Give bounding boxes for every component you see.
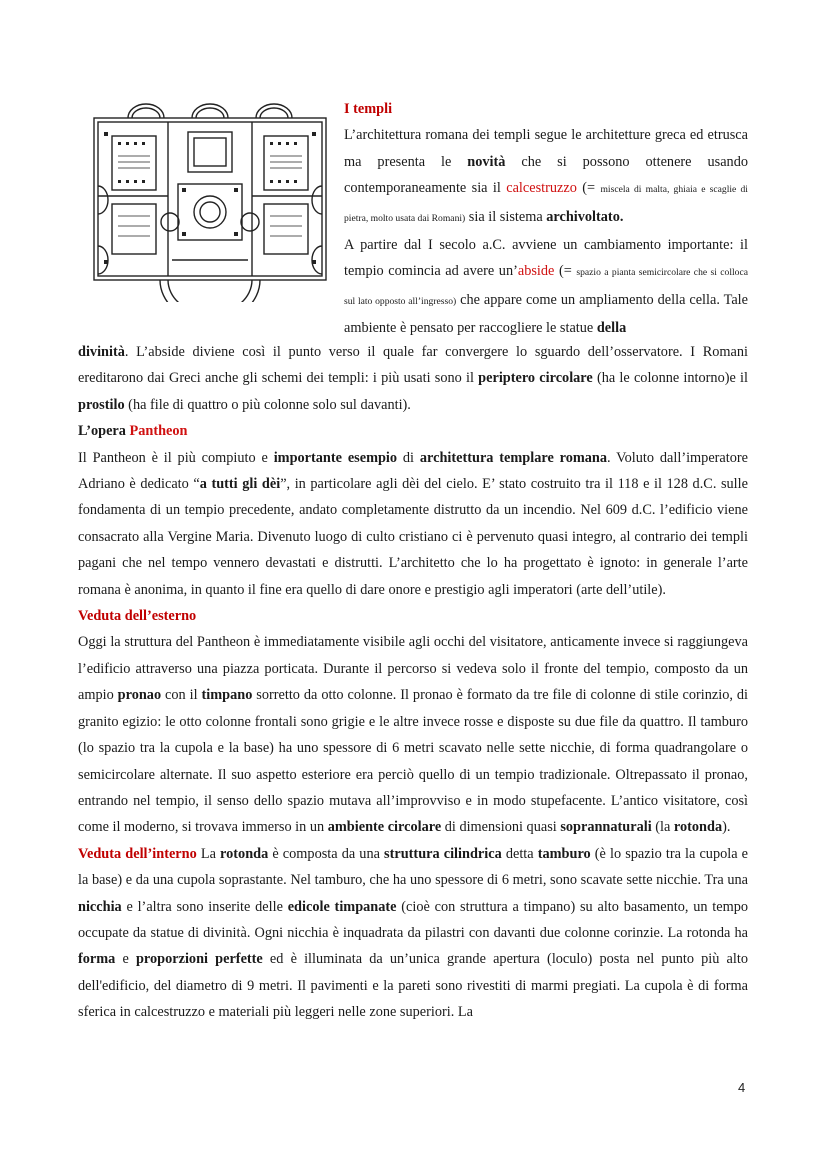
note-run: spazio a pianta semicircolare che si colloca sul lato opposto all’ingresso) [344,267,748,307]
section-title-interno: Veduta dell’interno [78,845,197,862]
text-run: detta [501,845,538,862]
text-run: (cioè con struttura a timpano) su alto basamento, un tempo occupate da statue di divinità. Ogni nicchia è inquadrata da pilastri con davanti due colonne corinzie. La rotonda ha [78,898,748,941]
bold-run: timpano [201,687,253,704]
text-run: A partire dal I secolo a.C. avviene un cambiamento importante: il tempio comincia ad avere un’ [344,237,748,280]
temple-plan-drawing [88,96,332,302]
note-run: miscela di malta, ghiaia e scaglie di pietra, molto usata dai Romani) [344,184,748,224]
text-run: ed è illuminata da un’unica grande apertura (loculo) posta nel punto più alto dell'edificio, del diametro di 9 metri. Il pavimenti e la pareti sono rivestiti di marmi pregiati. La cupola è di forma sferica in calcestruzzo e materiali più leggeri nelle zone superiori. La [78,951,748,1021]
text-run: . L’abside diviene così il punto verso il quale far convergere lo sguardo dell’osservatore. I Romani ereditarono dai Greci anche gli schemi dei templi: i più usati sono il [78,344,748,387]
bold-run: nicchia [78,898,122,915]
text-run: che si possono ottenere usando contemporaneamente sia il [344,153,748,197]
bold-run: struttura cilindrica [384,845,502,862]
text-run: L’opera [78,423,130,440]
bold-run: pronao [117,687,162,704]
text-run: è composta da una [268,845,385,862]
main-text [78,339,748,1026]
term-calcestruzzo: calcestruzzo [506,180,577,197]
text-run: (ha file di quattro o più colonne solo sul davanti). [124,396,411,413]
text-run: con il [161,687,202,704]
bold-run: soprannaturali [560,819,652,836]
bold-run: periptero circolare [478,370,593,387]
text-run: Il Pantheon è il più compiuto e [78,449,274,466]
bold-run: prostilo [78,396,125,413]
text-run: ”, in particolare agli dèi del cielo. E’ stato costruito tra il 118 e il 128 d.C. sulle fondamenta di un tempio precedente, andato completamente distrutto da un incendio. Nel 609 d.C. l’edificio viene consacrato alla Vergine Maria. Divenuto luogo di culto cristiano ci è pervenuto quasi integro, al contrario dei templi pagani che nel tempo vennero devastati e distrutti. L’architetto che lo ha progettato è ignoto: in generale l’arte romana è anonima, in quanto il fine era quello di dare onore e prestigio agli imperatori (arte dell’utile). [78,476,748,598]
text-run: sia il sistema [465,208,547,225]
bold-run: archivoltato. [546,208,624,225]
text-run: L’architettura romana dei templi segue le architetture greca ed etrusca ma presenta le [344,127,748,170]
esterno-paragraph [78,629,748,840]
bold-run: ambiente circolare [327,819,442,836]
text-run: (la [651,819,674,836]
bold-run: novità [467,153,506,170]
text-run: (= [576,180,601,197]
continuation-paragraph [78,339,748,418]
bold-run: divinità [78,344,125,360]
term-abside: abside [517,263,555,280]
bold-run: rotonda [673,819,723,836]
bold-run: a tutti gli dèi [199,476,281,493]
opera-paragraph [78,445,748,603]
text-run: sorretto da otto colonne. Il pronao è formato da tre file di colonne di stile corinzio, di granito egizio: le otto colonne frontali sono grigie e le altre invece rosse e disposte su due file da quattro. Il tamburo (lo spazio tra la cupola e la base) ha uno spessore di 6 metri scavato nelle sette nicchie, di forma quadrangolare o semicircolare alternate. Il suo aspetto esteriore era perciò quello di un tempio tradizionale. Oltrepassato il pronao, entrando nel tempio, il senso dello spazio mutava all’improvviso e in modo stupefacente. L’antico visitatore, così come il moderno, si trovava immerso in un [78,687,748,836]
page-number: 4 [738,1080,746,1095]
intro-paragraph-2 [344,232,748,342]
bold-run: edicole timpanate [287,898,397,915]
text-run: (= [554,263,577,280]
term-pantheon: Pantheon [129,423,188,440]
section-title-esterno: Veduta dell’esterno [78,608,197,625]
bold-run: forma [78,951,116,968]
intro-paragraph-1 [344,122,748,232]
text-run: e [115,951,136,968]
intro-block [344,96,748,342]
bold-run: della [596,320,627,337]
text-run: (è lo spazio tra la cupola e la base) e da una cupola soprastante. Nel tamburo, che ha uno spessore di 6 metri, sono scavate sette nicchie. Tra una [78,845,749,889]
text-run: che appare come un ampliamento della cella. Tale ambiente è pensato per raccogliere le statue [344,291,748,337]
section-title-templi: I templi [344,101,393,117]
text-run: (ha le colonne intorno)e il [592,370,748,387]
section-title-opera [78,418,748,444]
bold-run: rotonda [220,845,269,862]
bold-run: tamburo [537,845,591,862]
text-run: ). [722,819,731,836]
text-run: Oggi la struttura del Pantheon è immediatamente visibile agli occhi del visitatore, anticamente invece si raggiungeva l’edificio attraverso una piazza porticata. Durante il percorso si vedeva solo il fronte del tempio, composto da un ampio [78,634,748,704]
bold-run: proporzioni perfette [135,951,263,968]
bold-run: importante esempio [273,449,398,466]
text-run: . Voluto dall’imperatore Adriano è dedicato “ [78,449,749,493]
text-run: e l’altra sono inserite delle [121,898,288,915]
text-run: di dimensioni quasi [441,819,561,836]
text-run: di [397,449,420,466]
text-run: La [196,845,221,862]
interno-paragraph [78,841,748,1026]
bold-run: architettura templare romana [419,449,608,466]
